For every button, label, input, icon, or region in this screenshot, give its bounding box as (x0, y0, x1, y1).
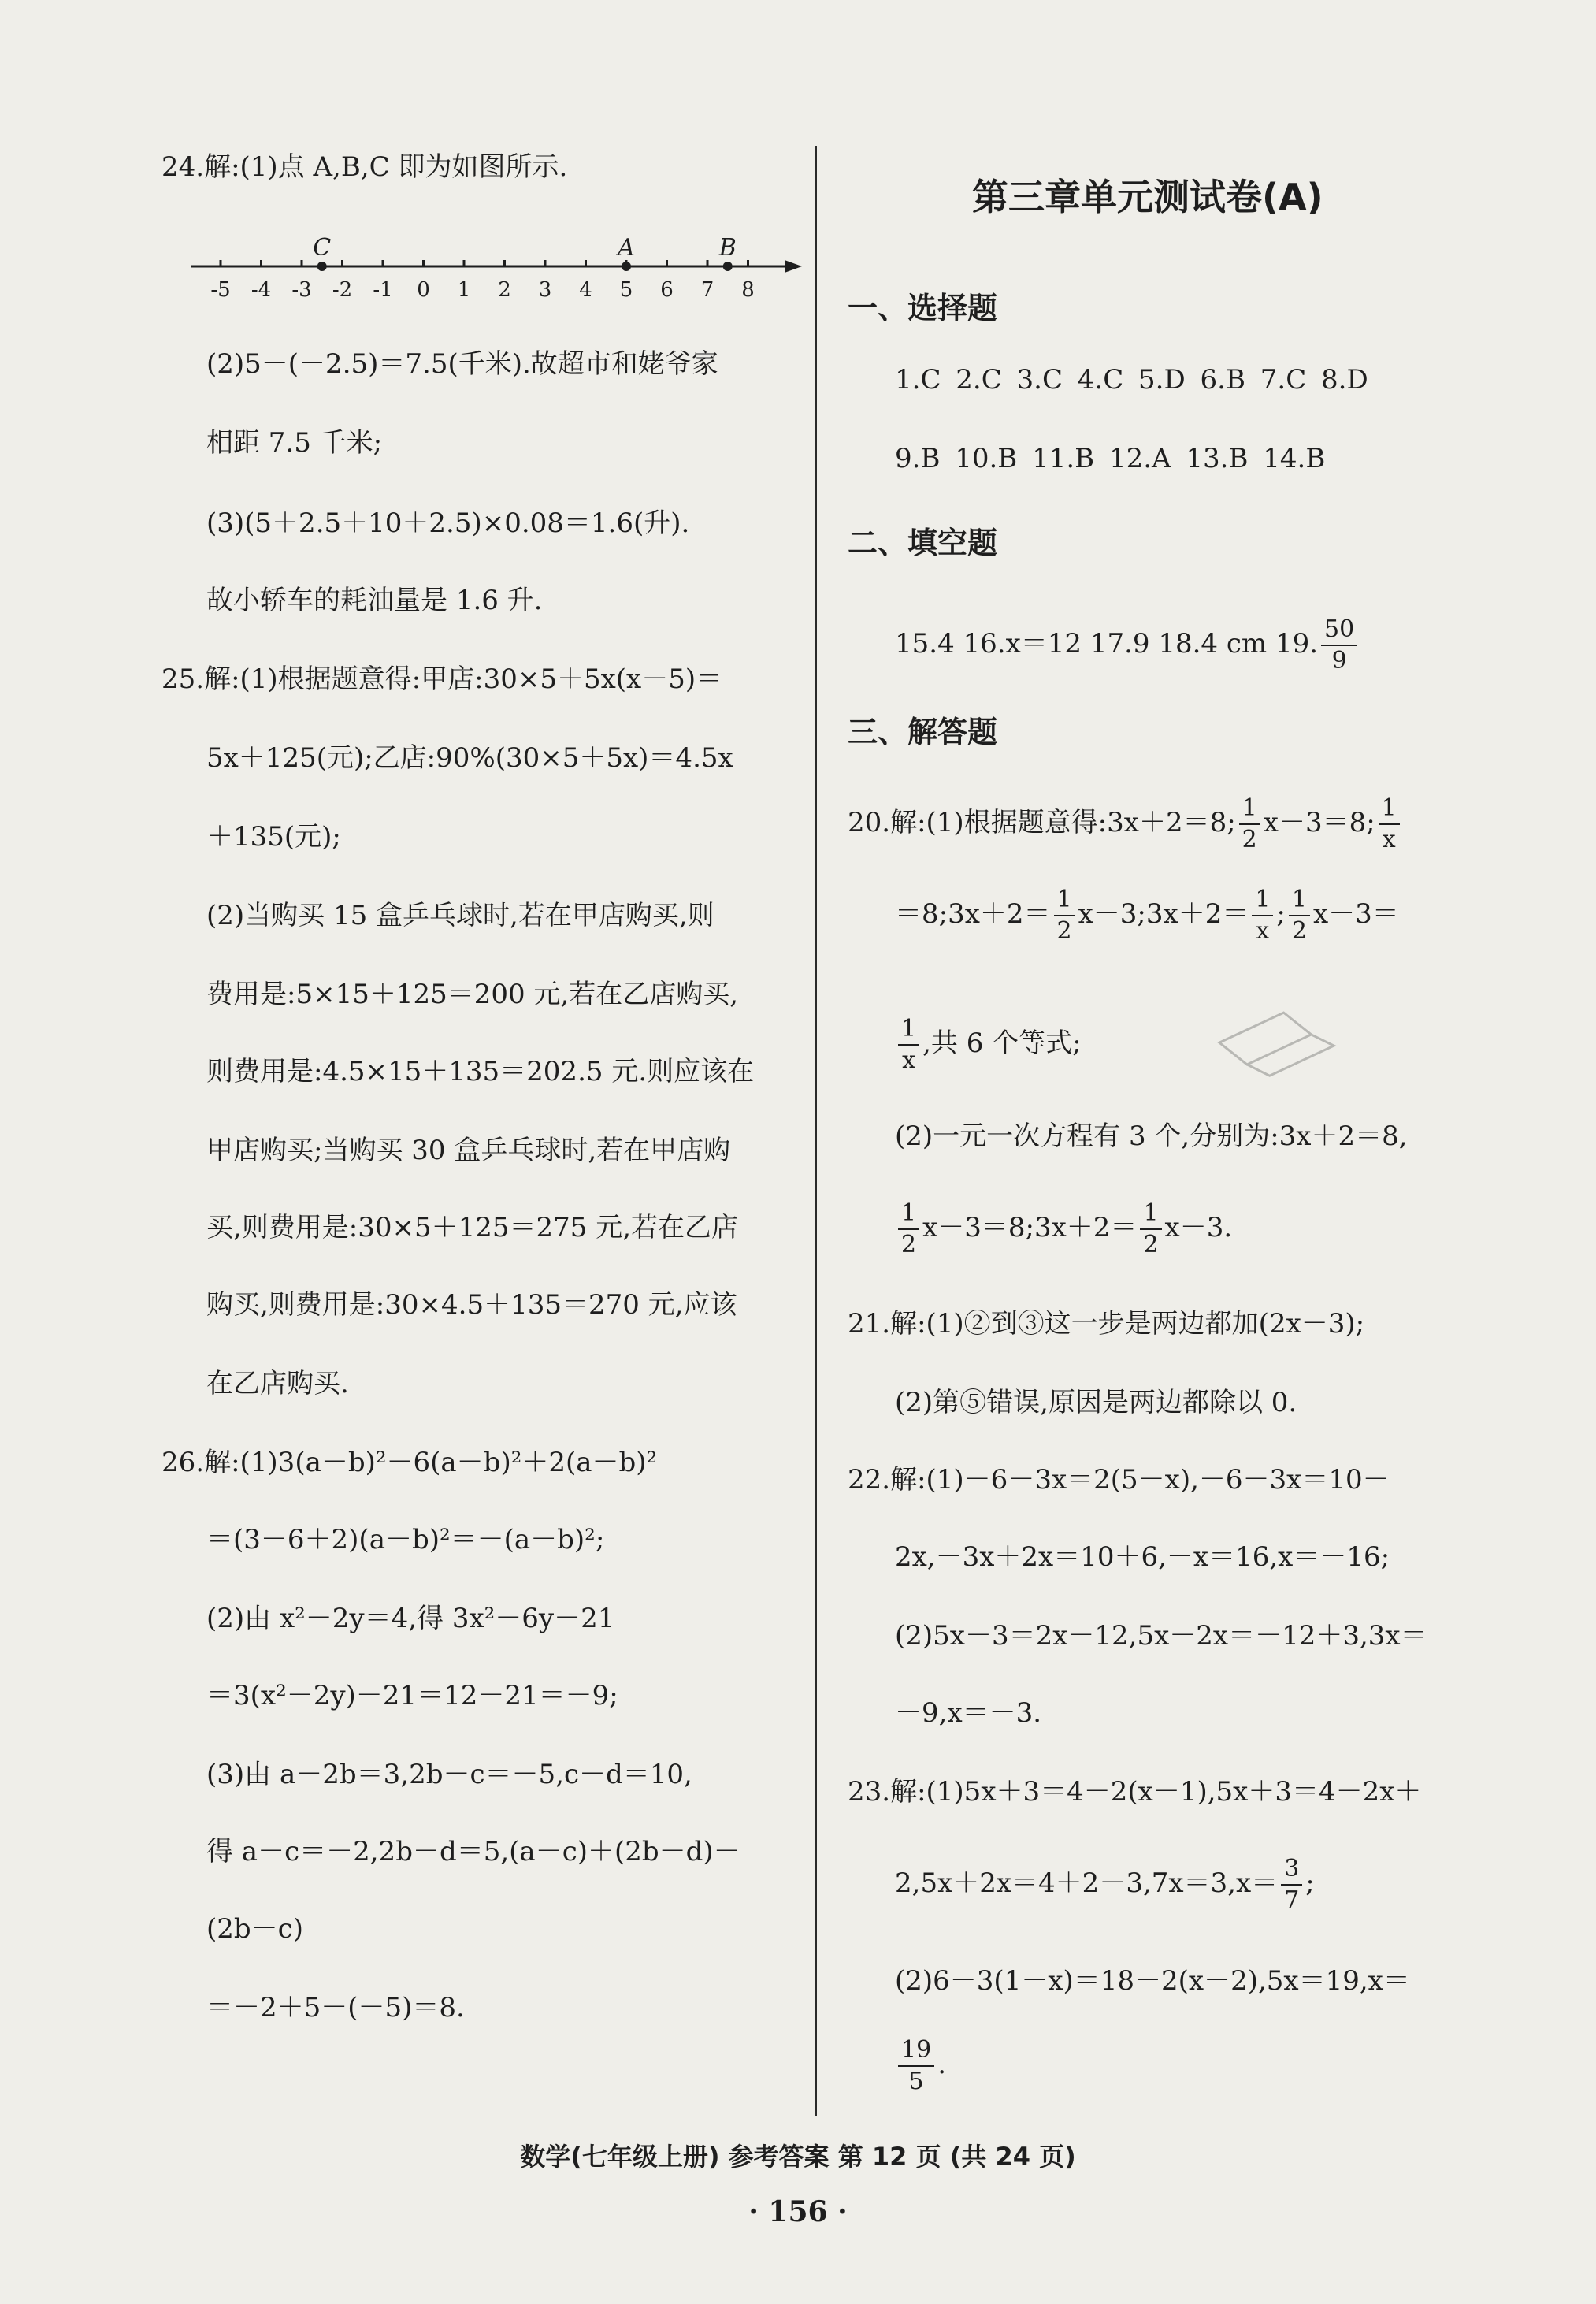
fill-answers (895, 616, 1360, 673)
q24-line-3: 相距 7.5 千米; (206, 427, 383, 459)
q20-line-2: ＝8;3x＋2＝ $\frac{1}{2}$ x－3;3x＋2＝ $\frac{1}{x}$ ; $\frac{1}{2}$ x－3＝ (895, 886, 1399, 945)
q22-line-2: 2x,－3x＋2x＝10＋6,－x＝16,x＝－16; (895, 1541, 1390, 1573)
q25-line-3: ＋135(元); (206, 821, 341, 853)
fraction-50-9: $\frac{50}{9}$ (1321, 618, 1357, 673)
section-heading-choice: 一、选择题 (848, 291, 998, 325)
q20-line-5: $\frac{1}{2}$ x－3＝8;3x＋2＝ $\frac{1}{2}$ x－3. (895, 1196, 1232, 1259)
tick-label: 7 (700, 278, 714, 302)
q23-line-4: $\frac{19}{5}$ . (895, 2033, 946, 2096)
q24-line-1: 24.解:(1)点 A,B,C 即为如图所示. (161, 151, 568, 183)
choice-answers-row-1: 1.C 2.C 3.C 4.C 5.D 6.B 7.C 8.D (895, 364, 1368, 396)
tick-label: -4 (251, 278, 272, 302)
point-label-b: B (718, 234, 737, 262)
tick-label: 5 (619, 278, 633, 302)
q25-line-1: 25.解:(1)根据题意得:甲店:30×5＋5x(x－5)＝ (161, 663, 723, 695)
column-divider (815, 146, 817, 2116)
q26-line-4: ＝3(x²－2y)－21＝12－21＝－9; (206, 1680, 618, 1711)
tick-label: 1 (457, 278, 471, 302)
tick-label: 6 (660, 278, 674, 302)
tick-label: 3 (538, 278, 552, 302)
q24-line-4: (3)(5＋2.5＋10＋2.5)×0.08＝1.6(升). (206, 507, 690, 539)
number-line-figure (186, 229, 808, 315)
choice-answers-row-2: 9.B 10.B 11.B 12.A 13.B 14.B (895, 443, 1326, 474)
q20-line-1: 20.解:(1)根据题意得:3x＋2＝8; $\frac{1}{2}$ x－3＝8; $\frac{1}{x}$ (848, 791, 1403, 854)
q23-line-3: (2)6－3(1－x)＝18－2(x－2),5x＝19,x＝ (895, 1965, 1410, 1997)
q24-line-2: (2)5－(－2.5)＝7.5(千米).故超市和姥爷家 (206, 348, 718, 380)
q23-line-2: 2,5x＋2x＝4＋2－3,7x＝3,x＝ $\frac{3}{7}$ ; (895, 1855, 1315, 1914)
number-line-arrow (785, 260, 802, 273)
q26-line-2: ＝(3－6＋2)(a－b)²＝－(a－b)²; (206, 1524, 605, 1555)
q22-line-4: －9,x＝－3. (895, 1697, 1042, 1729)
q23-line-1: 23.解:(1)5x＋3＝4－2(x－1),5x＋3＝4－2x＋ (848, 1776, 1422, 1808)
point-label-c: C (313, 234, 332, 262)
tick-label: 4 (579, 278, 592, 302)
q21-line-2: (2)第⑤错误,原因是两边都除以 0. (895, 1387, 1297, 1418)
q25-line-4: (2)当购买 15 盒乒乓球时,若在甲店购买,则 (206, 900, 714, 931)
tick-label: 8 (741, 278, 755, 302)
chapter-title: 第三章单元测试卷(A) (972, 176, 1323, 218)
point-b (723, 262, 733, 271)
q21-line-1: 21.解:(1)②到③这一步是两边都加(2x－3); (848, 1308, 1365, 1340)
q25-line-6: 则费用是:4.5×15＋135＝202.5 元.则应该在 (206, 1056, 755, 1087)
q25-line-10: 在乙店购买. (206, 1368, 349, 1399)
watermark-stamp (1201, 997, 1343, 1091)
tick-label: 0 (417, 278, 430, 302)
q24-line-5: 故小轿车的耗油量是 1.6 升. (206, 585, 543, 616)
q25-line-8: 买,则费用是:30×5＋125＝275 元,若在乙店 (206, 1212, 739, 1243)
page-footer: 数学(七年级上册) 参考答案 第 12 页 (共 24 页) (520, 2142, 1076, 2172)
point-c (317, 262, 327, 271)
q26-line-8: ＝－2＋5－(－5)＝8. (206, 1992, 465, 2023)
tick-label: 2 (498, 278, 511, 302)
tick-label: -5 (210, 278, 231, 302)
q25-line-7: 甲店购买;当购买 30 盒乒乓球时,若在甲店购 (206, 1135, 731, 1166)
point-a (622, 262, 631, 271)
q25-line-9: 购买,则费用是:30×4.5＋135＝270 元,应该 (206, 1289, 737, 1321)
q26-line-5: (3)由 a－2b＝3,2b－c＝－5,c－d＝10, (206, 1759, 692, 1790)
point-label-a: A (618, 234, 635, 262)
q25-line-5: 费用是:5×15＋125＝200 元,若在乙店购买, (206, 979, 739, 1010)
page-number: · 156 · (748, 2195, 848, 2228)
q26-line-3: (2)由 x²－2y＝4,得 3x²－6y－21 (206, 1603, 615, 1634)
section-heading-solve: 三、解答题 (848, 715, 998, 749)
q26-line-6: 得 a－c＝－2,2b－d＝5,(a－c)＋(2b－d)－ (206, 1836, 740, 1867)
q25-line-2: 5x＋125(元);乙店:90%(30×5＋5x)＝4.5x (206, 742, 733, 774)
tick-label: -3 (291, 278, 312, 302)
q26-line-7: (2b－c) (206, 1913, 303, 1945)
q22-line-3: (2)5x－3＝2x－12,5x－2x＝－12＋3,3x＝ (895, 1620, 1427, 1652)
q22-line-1: 22.解:(1)－6－3x＝2(5－x),－6－3x＝10－ (848, 1464, 1390, 1496)
q20-line-4: (2)一元一次方程有 3 个,分别为:3x＋2＝8, (895, 1120, 1408, 1152)
tick-label: -2 (332, 278, 353, 302)
section-heading-fill: 二、填空题 (848, 526, 998, 560)
q20-line-3: $\frac{1}{x}$ ,共 6 个等式; (895, 1012, 1082, 1075)
tick-label: -1 (373, 278, 393, 302)
q26-line-1: 26.解:(1)3(a－b)²－6(a－b)²＋2(a－b)² (161, 1447, 658, 1478)
fill-answers-text: 15.4 16.x＝12 17.9 18.4 cm 19. (895, 628, 1319, 660)
